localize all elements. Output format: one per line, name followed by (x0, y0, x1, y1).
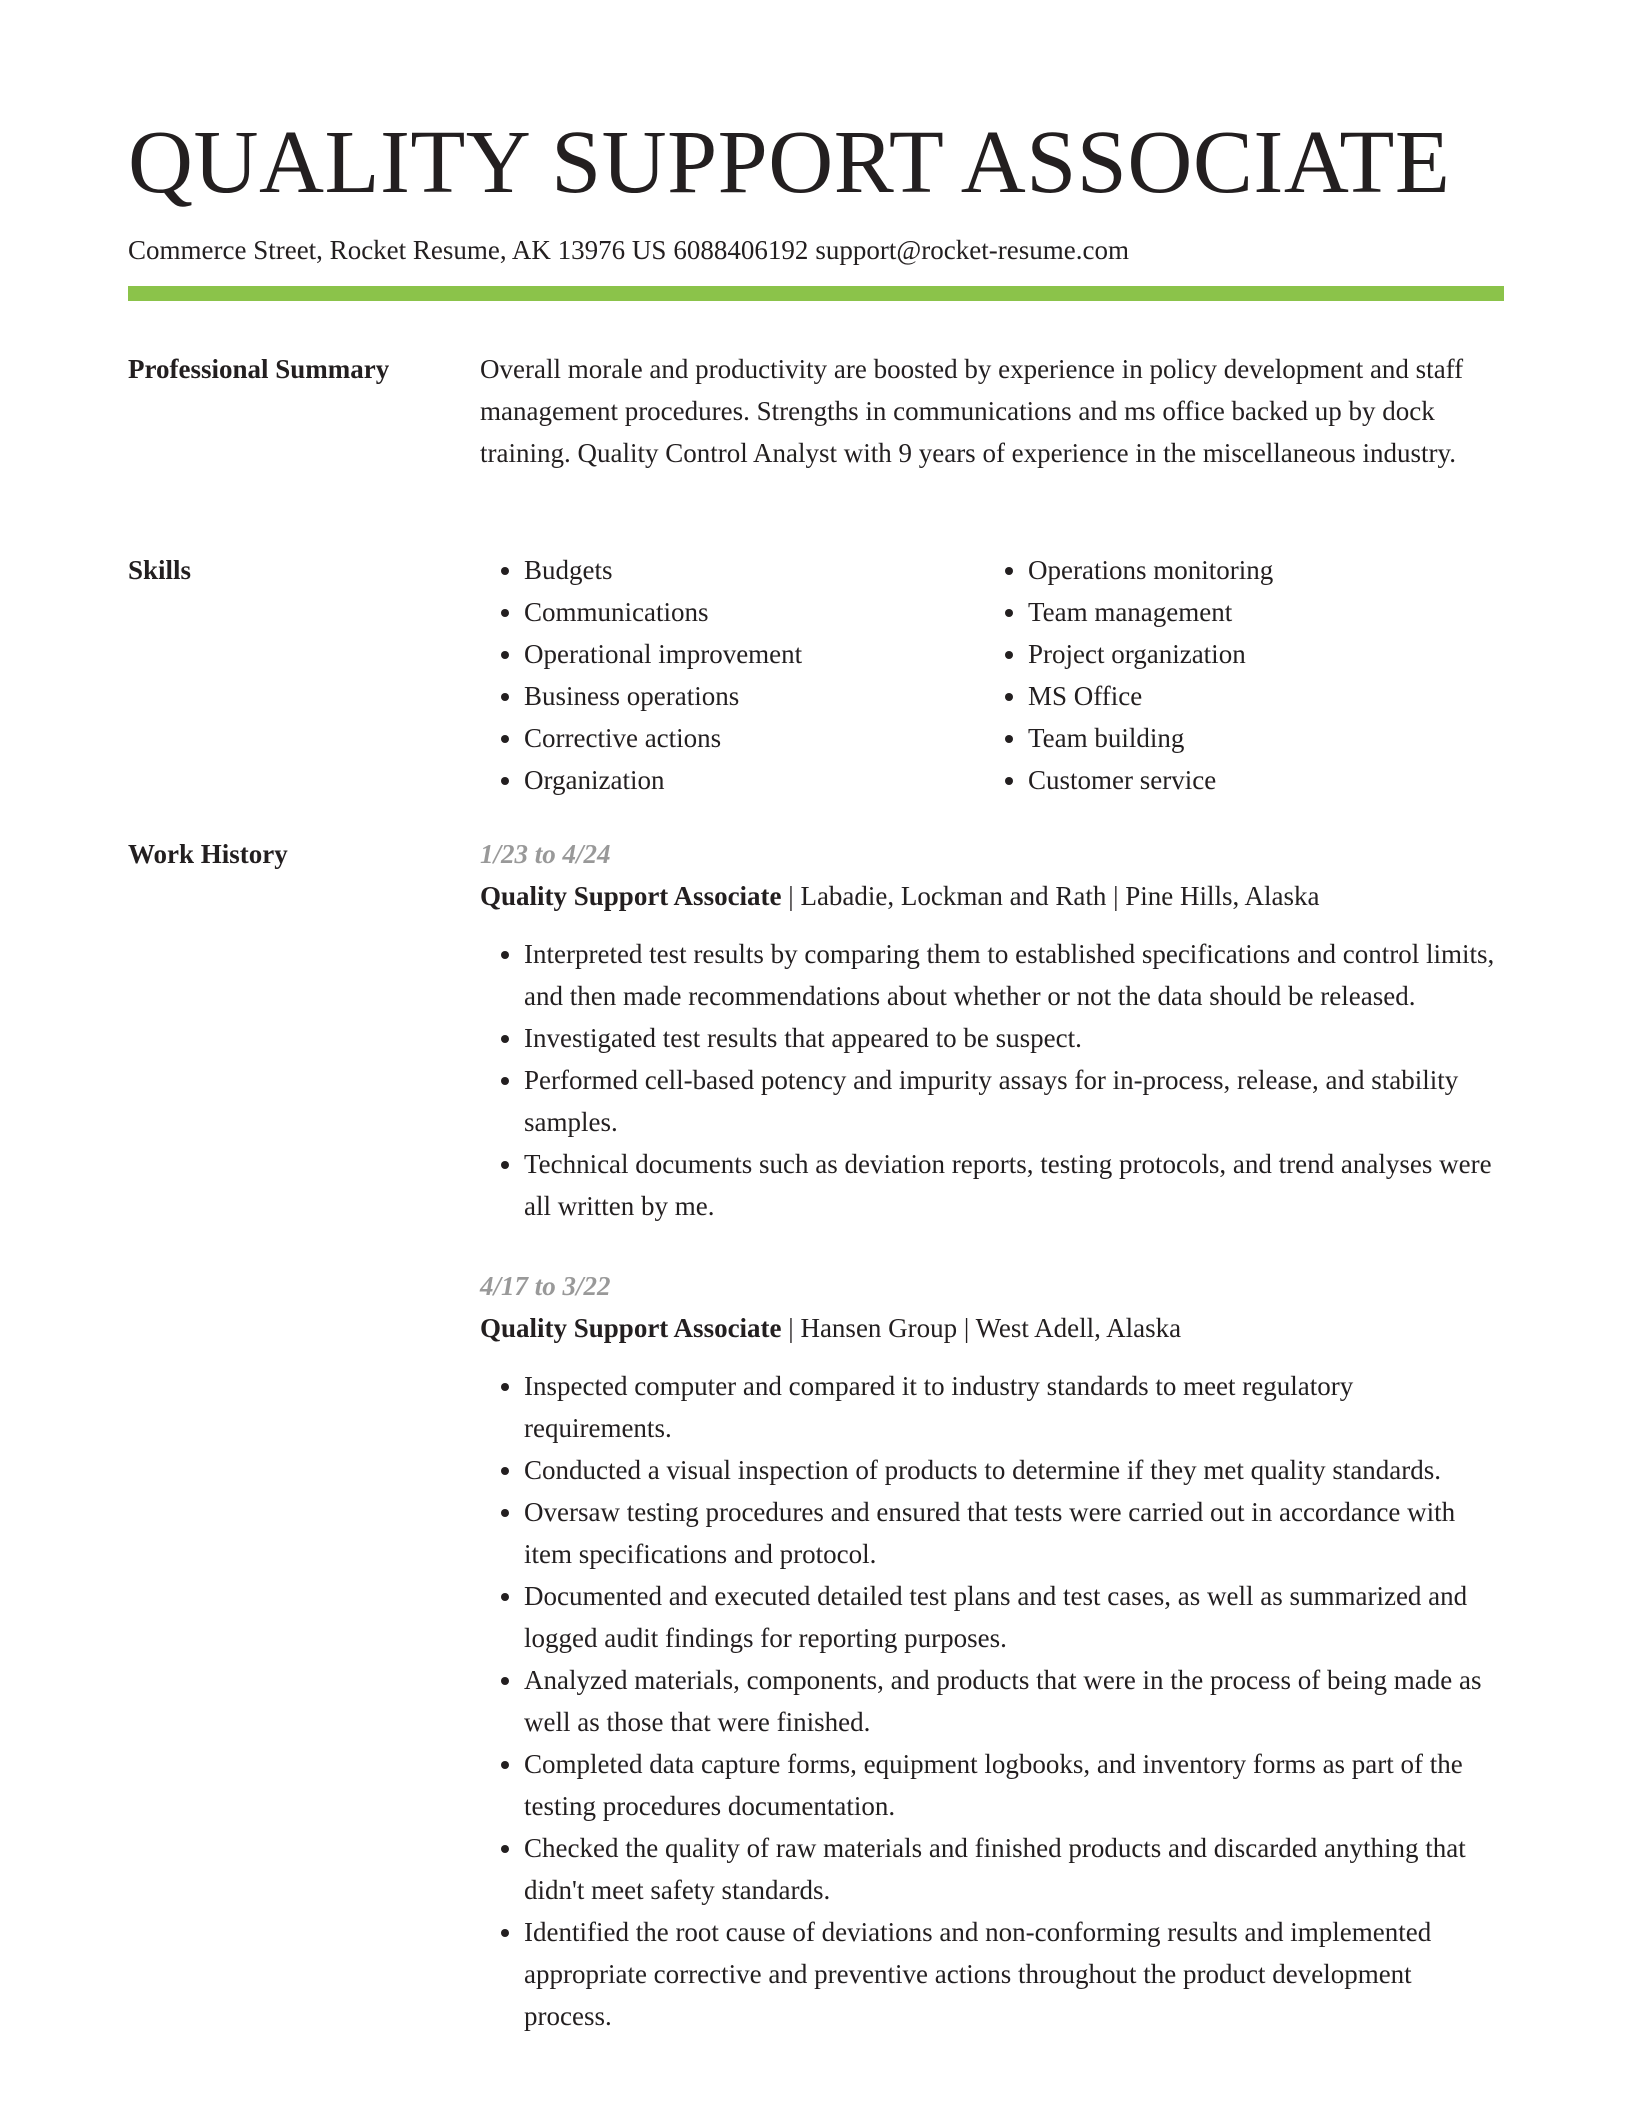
contact-email: support@rocket-resume.com (815, 235, 1129, 265)
job-bullet: • Performed cell-based potency and impurity assays for in-process, release, and stability samples. (524, 1059, 1504, 1143)
job-bullets (480, 1365, 1504, 2037)
job-heading (480, 875, 1504, 917)
skills-list (480, 549, 1504, 801)
job-entry (480, 1265, 1504, 2037)
job-bullet: • Analyzed materials, components, and products that were in the process of being made as well as those that were finished. (524, 1659, 1504, 1743)
job-bullet: • Checked the quality of raw materials and finished products and discarded anything that didn't meet safety standards. (524, 1827, 1504, 1911)
skill-item: • Organization (524, 759, 984, 801)
skill-item: • Team management (1028, 591, 1488, 633)
job-title: Quality Support Associate (480, 881, 782, 911)
job-dates: 4/17 to 3/22 (480, 1271, 611, 1301)
job-bullet: • Interpreted test results by comparing them to established specifications and control limits, and then made recommendations about whether or not the data should be released. (524, 933, 1504, 1017)
candidate-name: QUALITY SUPPORT ASSOCIATE (128, 113, 1451, 212)
skill-item: • Business operations (524, 675, 984, 717)
skills-column-1 (480, 549, 984, 801)
job-dates: 1/23 to 4/24 (480, 839, 611, 869)
contact-phone: 6088406192 (673, 235, 809, 265)
contact-address: Commerce Street, Rocket Resume, AK 13976 US (128, 235, 667, 265)
job-bullet: • Identified the root cause of deviations and non-conforming results and implemented appropriate corrective and preventive actions throughout the product development process. (524, 1911, 1504, 2037)
job-bullet: • Conducted a visual inspection of products to determine if they met quality standards. (524, 1449, 1504, 1491)
work-history-heading: Work History (128, 839, 288, 869)
skills-column-2 (984, 549, 1488, 801)
work-history-list (480, 833, 1504, 2037)
job-title: Quality Support Associate (480, 1313, 782, 1343)
header-divider (128, 286, 1504, 301)
skill-item: • MS Office (1028, 675, 1488, 717)
summary-text: Overall morale and productivity are boosted by experience in policy development and staff management procedures. Strengths in communications and ms office backed up by dock training. Quality Control Analyst with 9 years of experience in the miscellaneous industry. (480, 354, 1464, 468)
job-bullet: • Oversaw testing procedures and ensured that tests were carried out in accordance with item specifications and protocol. (524, 1491, 1504, 1575)
job-bullet: • Investigated test results that appeared to be suspect. (524, 1017, 1504, 1059)
job-heading (480, 1307, 1504, 1349)
skill-item: • Corrective actions (524, 717, 984, 759)
job-bullet: • Inspected computer and compared it to industry standards to meet regulatory requirements. (524, 1365, 1504, 1449)
skill-item: • Budgets (524, 549, 984, 591)
skill-item: • Project organization (1028, 633, 1488, 675)
job-entry (480, 833, 1504, 1227)
contact-line (128, 232, 1129, 268)
skill-item: • Operations monitoring (1028, 549, 1488, 591)
summary-heading: Professional Summary (128, 354, 390, 384)
job-details: | Hansen Group | West Adell, Alaska (781, 1313, 1182, 1343)
skill-item: • Customer service (1028, 759, 1488, 801)
skill-item: • Communications (524, 591, 984, 633)
job-bullets (480, 933, 1504, 1227)
skills-heading: Skills (128, 555, 192, 585)
skill-item: • Operational improvement (524, 633, 984, 675)
job-bullet: • Documented and executed detailed test plans and test cases, as well as summarized and logged audit findings for reporting purposes. (524, 1575, 1504, 1659)
skill-item: • Team building (1028, 717, 1488, 759)
job-bullet: • Technical documents such as deviation reports, testing protocols, and trend analyses were all written by me. (524, 1143, 1504, 1227)
job-bullet: • Completed data capture forms, equipment logbooks, and inventory forms as part of the testing procedures documentation. (524, 1743, 1504, 1827)
job-details: | Labadie, Lockman and Rath | Pine Hills, Alaska (781, 881, 1320, 911)
